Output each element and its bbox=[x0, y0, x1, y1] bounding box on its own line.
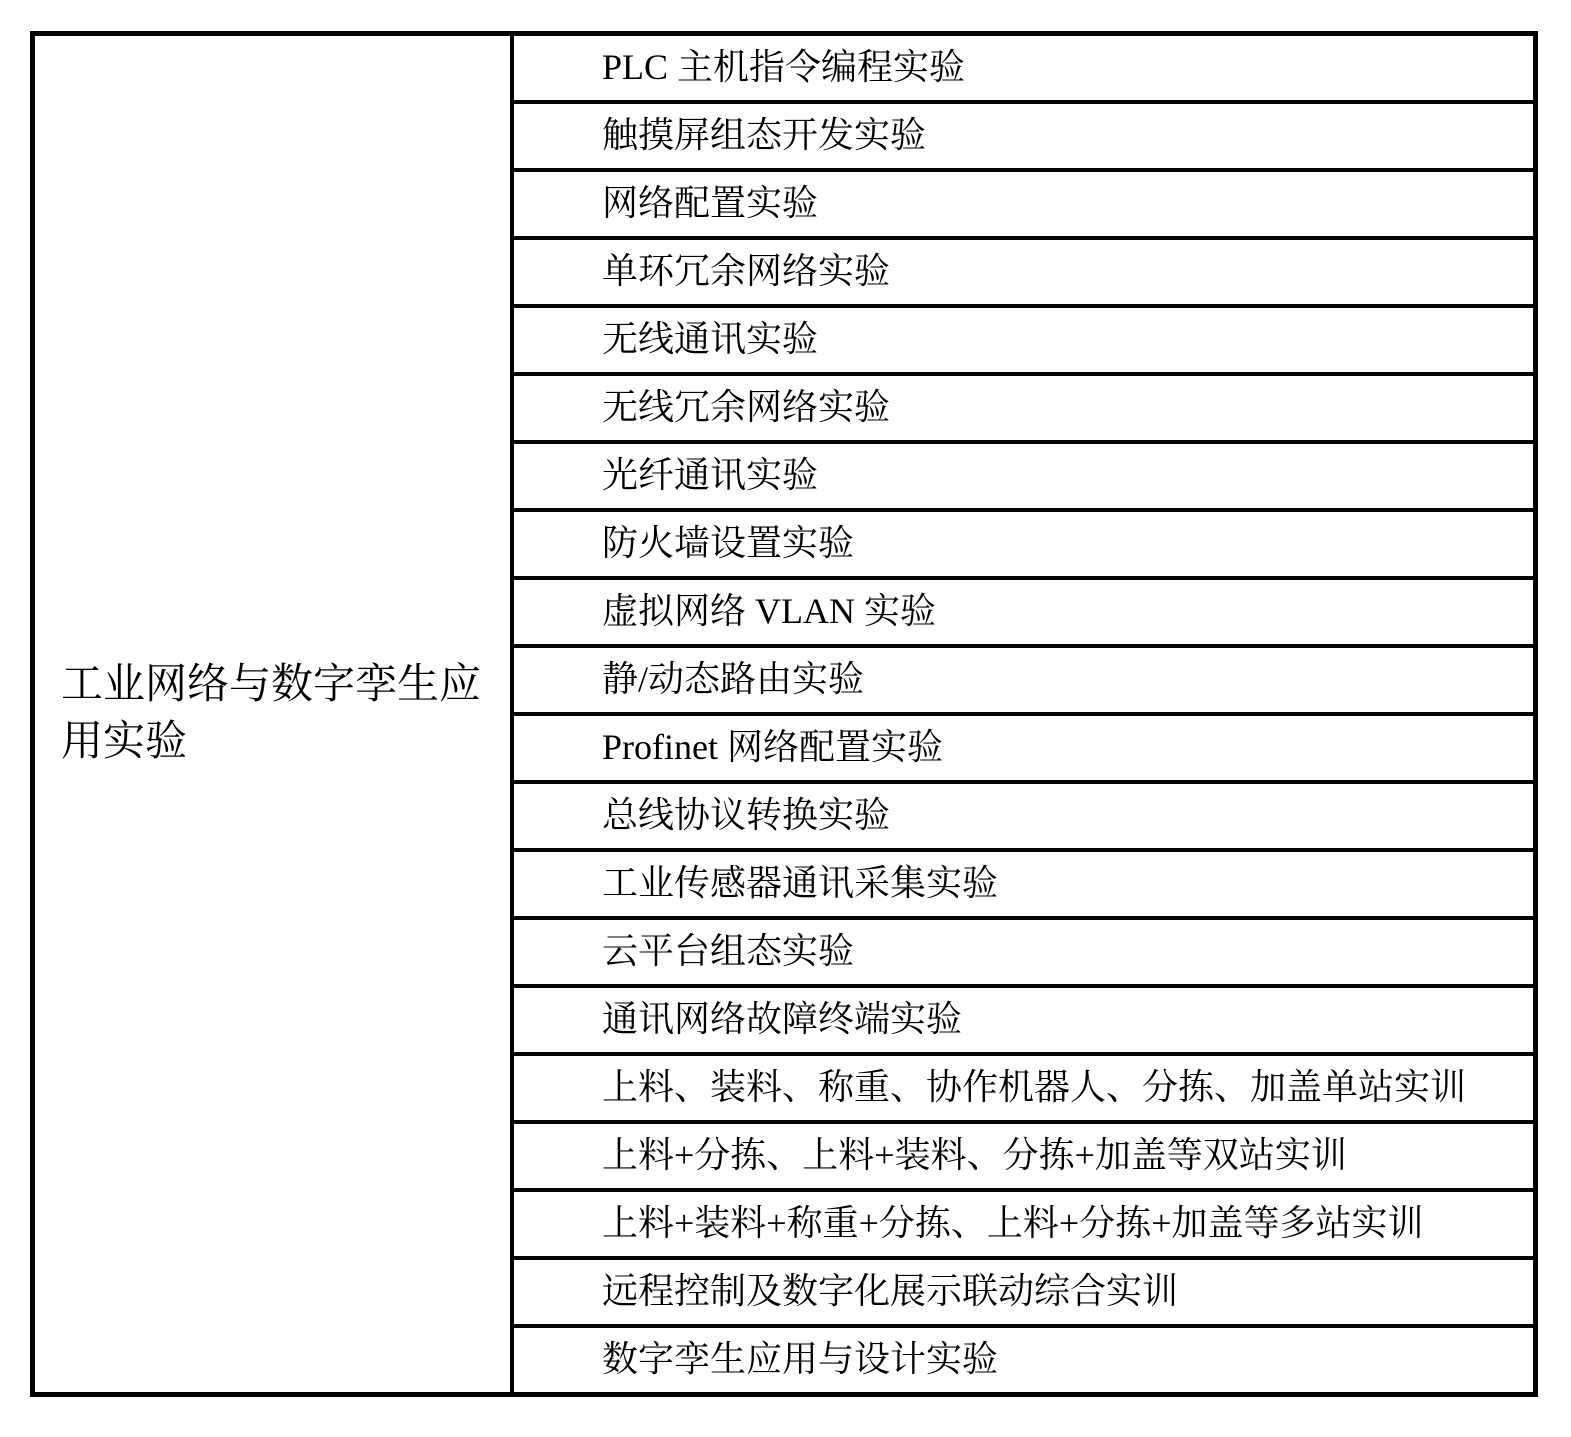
table-row bbox=[514, 1328, 1533, 1392]
experiment-label: 工业传感器通讯采集实验 bbox=[602, 863, 999, 904]
experiment-label: 总线协议转换实验 bbox=[602, 795, 891, 836]
table-row bbox=[514, 308, 1533, 376]
experiment-label: 上料+分拣、上料+装料、分拣+加盖等双站实训 bbox=[602, 1135, 1347, 1176]
table-row bbox=[514, 716, 1533, 784]
experiment-label: 静/动态路由实验 bbox=[602, 659, 865, 700]
table-row bbox=[514, 172, 1533, 240]
experiment-label: 触摸屏组态开发实验 bbox=[602, 115, 927, 156]
table-row bbox=[514, 988, 1533, 1056]
table-row bbox=[514, 920, 1533, 988]
experiment-label: 数字孪生应用与设计实验 bbox=[602, 1339, 999, 1380]
table-row bbox=[514, 1260, 1533, 1328]
table-row bbox=[514, 36, 1533, 104]
experiment-list bbox=[514, 36, 1533, 1392]
experiment-label: 云平台组态实验 bbox=[602, 931, 855, 972]
experiment-label: Profinet 网络配置实验 bbox=[602, 727, 943, 768]
experiment-label: 单环冗余网络实验 bbox=[602, 251, 891, 292]
table-row bbox=[514, 1056, 1533, 1124]
experiment-label: 无线通讯实验 bbox=[602, 319, 819, 360]
experiment-label: 上料+装料+称重+分拣、上料+分拣+加盖等多站实训 bbox=[602, 1203, 1424, 1244]
experiment-label: 远程控制及数字化展示联动综合实训 bbox=[602, 1271, 1179, 1312]
experiment-label: 通讯网络故障终端实验 bbox=[602, 999, 963, 1040]
category-cell bbox=[35, 36, 514, 1392]
table-row bbox=[514, 376, 1533, 444]
table-row bbox=[514, 1124, 1533, 1192]
table-row bbox=[514, 648, 1533, 716]
table-row bbox=[514, 784, 1533, 852]
experiment-label: 光纤通讯实验 bbox=[602, 455, 819, 496]
experiment-label: 虚拟网络 VLAN 实验 bbox=[602, 591, 936, 632]
table-row bbox=[514, 104, 1533, 172]
table-row bbox=[514, 512, 1533, 580]
category-label: 工业网络与数字孪生应用实验 bbox=[61, 662, 482, 765]
table-row bbox=[514, 580, 1533, 648]
table-row bbox=[514, 240, 1533, 308]
experiment-label: 无线冗余网络实验 bbox=[602, 387, 891, 428]
table-row bbox=[514, 1192, 1533, 1260]
table-row bbox=[514, 444, 1533, 512]
experiment-label: 防火墙设置实验 bbox=[602, 523, 855, 564]
table-row bbox=[514, 852, 1533, 920]
experiment-label: 上料、装料、称重、协作机器人、分拣、加盖单站实训 bbox=[602, 1067, 1467, 1108]
experiment-label: PLC 主机指令编程实验 bbox=[602, 47, 966, 88]
experiment-label: 网络配置实验 bbox=[602, 183, 819, 224]
experiment-table bbox=[30, 31, 1538, 1397]
